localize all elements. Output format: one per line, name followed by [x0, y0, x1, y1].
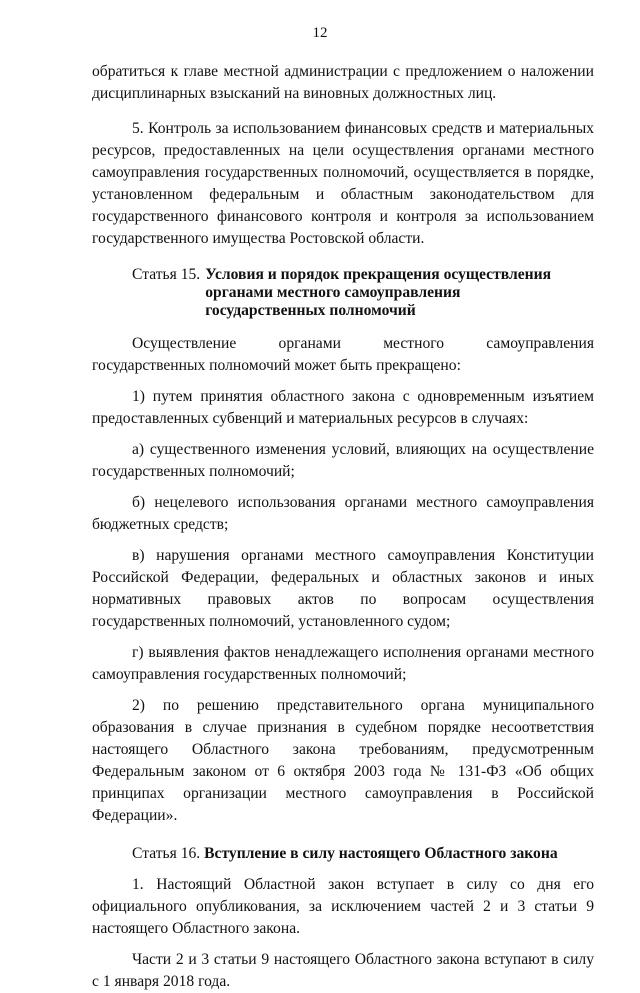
paragraph-continuation: обратиться к главе местной администрации с предложением о наложении дисциплинарных взысканий на виновных должностных лиц. — [92, 63, 594, 102]
article-16-title: Вступление в силу настоящего Областного закона — [204, 845, 558, 862]
document-body — [92, 61, 594, 993]
page-number: 12 — [312, 25, 328, 41]
article-15-paragraph: б) нецелевого использования органами местного самоуправления бюджетных средств; — [92, 494, 594, 533]
article-15-heading — [92, 264, 594, 320]
article-15-paragraph: 1) путем принятия областного закона с одновременным изъятием предоставленных субвенций и материальных ресурсов в случаях: — [92, 388, 594, 427]
article-16-heading — [92, 843, 594, 865]
article-15-title: Условия и порядок прекращения осуществления органами местного самоуправления государственных полномочий — [205, 266, 552, 319]
article-15-paragraph: в) нарушения органами местного самоуправления Конституции Российской Федерации, федеральных и областных законов и иных нормативных правовых актов по вопросам осуществления государственных полномочий, установленного судом; — [92, 547, 594, 630]
article-16-paragraph: 1. Настоящий Областной закон вступает в силу со дня его официального опубликования, за исключением частей 2 и 3 статьи 9 настоящего Областного закона. — [92, 876, 594, 937]
article-15-paragraph: г) выявления фактов ненадлежащего исполнения органами местного самоуправления государственных полномочий; — [92, 644, 594, 683]
article-16-paragraph: Части 2 и 3 статьи 9 настоящего Областного закона вступают в силу с 1 января 2018 года. — [92, 951, 594, 990]
article-15-label: Статья 15. — [132, 266, 201, 283]
article-16-label: Статья 16. — [132, 845, 201, 862]
article-15-paragraph: Осуществление органами местного самоуправления государственных полномочий может быть прекращено: — [92, 335, 594, 374]
article-15-paragraph: 2) по решению представительного органа муниципального образования в случае признания в судебном порядке несоответствия настоящего Областного закона требованиям, предусмотренным Федеральным законом от 6 октября 2003 года № 131-ФЗ «Об общих принципах организации местного самоуправления в Российской Федерации». — [92, 697, 594, 824]
paragraph-control-clause: 5. Контроль за использованием финансовых средств и материальных ресурсов, предоставленных на цели осуществления органами местного самоуправления государственных полномочий, осуществляется в порядке, установленном федеральным и областным законодательством для государственного финансового контроля и контроля за использованием государственного имущества Ростовской области. — [92, 120, 594, 247]
article-15-paragraph: а) существенного изменения условий, влияющих на осуществление государственных полномочий; — [92, 441, 594, 480]
